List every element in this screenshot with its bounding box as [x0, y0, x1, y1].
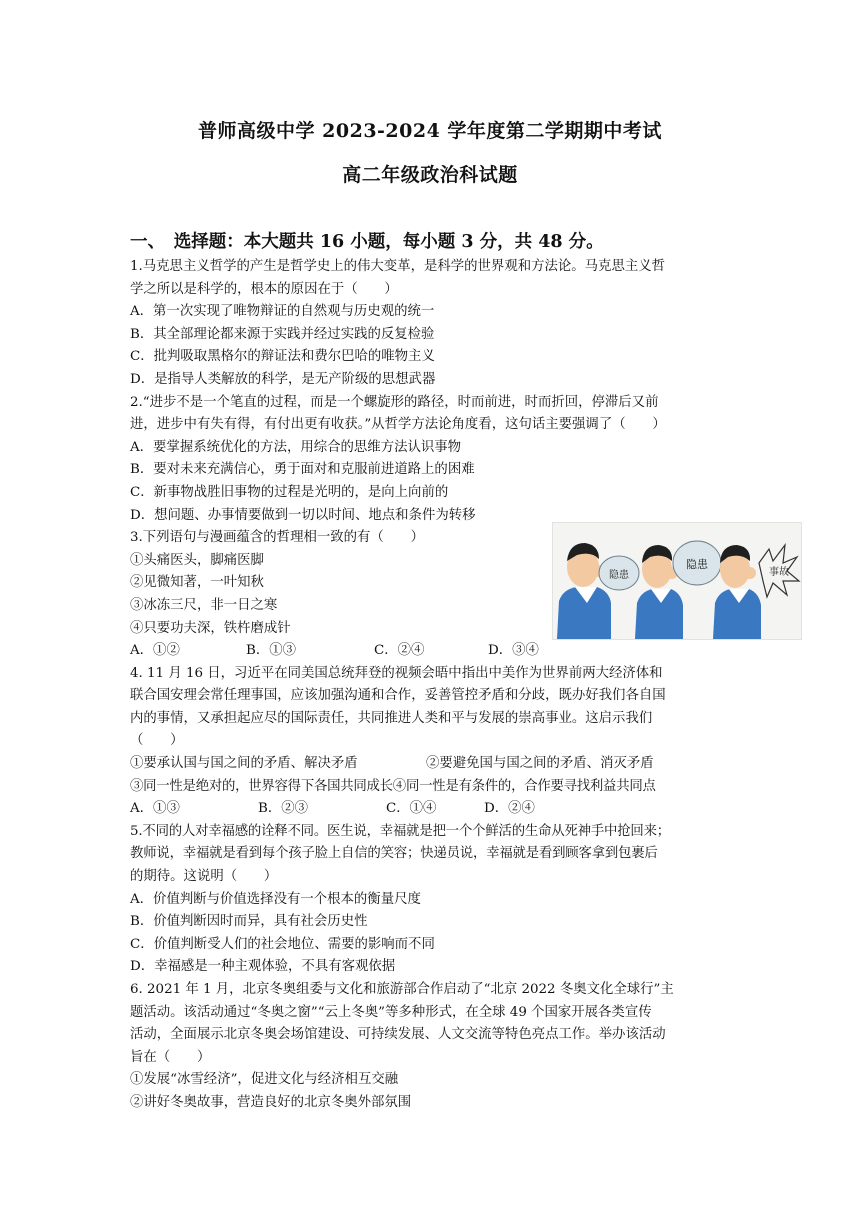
cartoon-illustration: [553, 523, 801, 639]
question-1-option: C．批判吸取黑格尔的辩证法和费尔巴哈的唯物主义: [130, 349, 435, 365]
cartoon-figure-1: [557, 543, 611, 639]
question-5-option: C．价值判断受人们的社会地位、需要的影响而不同: [130, 936, 435, 952]
question-4-stem-line: 4. 11 月 16 日，习近平在同美国总统拜登的视频会晤中指出中美作为世界前两大经济体和: [130, 665, 663, 681]
question-4-item: ③同一性是绝对的，世界容得下各国共同成长④同一性是有条件的，合作要寻找利益共同点: [130, 778, 656, 794]
question-3-item: ③冰冻三尺，非一日之寒: [130, 597, 278, 613]
exam-title: 普师高级中学 2023-2024 学年度第二学期期中考试: [198, 120, 662, 142]
question-1-stem-line: 学之所以是科学的，根本的原因在于（ ）: [130, 281, 398, 297]
question-1-option: A．第一次实现了唯物辩证的自然观与历史观的统一: [130, 304, 435, 320]
cartoon-label-big: 事故: [769, 567, 789, 578]
question-2-option: A．要掌握系统优化的方法，用综合的思维方法认识事物: [130, 439, 462, 455]
question-6-stem-line: 6. 2021 年 1 月，北京冬奥组委与文化和旅游部合作启动了“北京 2022 冬奥文化全球行”主: [130, 982, 674, 997]
question-3-item: ②见微知著，一叶知秋: [130, 575, 264, 591]
question-4-stem-line: 联合国安理会常任理事国，应该加强沟通和合作，妥善管控矛盾和分歧，既办好我们各自国: [130, 688, 666, 704]
question-2-stem-line: 2.“进步不是一个笔直的过程，而是一个螺旋形的路径，时而前进，时而折回，停滞后又前: [130, 394, 659, 410]
question-5-stem-line: 的期待。这说明（ ）: [130, 869, 278, 885]
question-1-stem-line: 1.马克思主义哲学的产生是哲学史上的伟大变革，是科学的世界观和方法论。马克思主义哲: [130, 259, 666, 274]
question-2-stem-line: 进，进步中有失有得，有付出更有收获。”从哲学方法论角度看，这句话主要强调了（ ）: [130, 417, 666, 433]
question-3-choice: D．③④: [488, 643, 539, 659]
question-5-option: D．幸福感是一种主观体验，不具有客观依据: [130, 959, 396, 975]
question-3-choice: B．①③: [246, 643, 297, 659]
exam-subtitle: 高二年级政治科试题: [342, 164, 518, 186]
question-4-choice: C．①④: [386, 801, 437, 817]
question-3-stem: 3.下列语句与漫画蕴含的哲理相一致的有（ ）: [130, 530, 424, 546]
question-6-item: ①发展“冰雪经济”，促进文化与经济相互交融: [130, 1072, 399, 1088]
question-4-item: ②要避免国与国之间的矛盾、消灭矛盾: [426, 756, 654, 772]
question-4-stem-line: 内的事情，又承担起应尽的国际责任，共同推进人类和平与发展的崇高事业。这启示我们: [130, 710, 653, 726]
question-5-stem-line: 5.不同的人对幸福感的诠释不同。医生说，幸福就是把一个个鲜活的生命从死神手中抢回来；: [130, 823, 670, 839]
question-6-stem-line: 活动，全面展示北京冬奥会场馆建设、可持续发展、人文交流等特色亮点工作。举办该活动: [130, 1027, 666, 1043]
question-5-option: A．价值判断与价值选择没有一个根本的衡量尺度: [130, 891, 421, 907]
question-1-option: B．其全部理论都来源于实践并经过实践的反复检验: [130, 326, 435, 342]
question-3-choice: A．①②: [130, 643, 180, 659]
question-4-items-row: [130, 753, 732, 776]
question-4-item: ①要承认国与国之间的矛盾、解决矛盾: [130, 756, 358, 772]
question-4-choice: A．①③: [130, 801, 180, 817]
question-3-item: ④只要功夫深，铁杵磨成针: [130, 620, 291, 636]
question-2-option: D．想问题、办事情要做到一切以时间、地点和条件为转移: [130, 507, 476, 523]
cartoon-bubble-small: [599, 556, 639, 590]
question-6-stem-line: 题活动。该活动通过“冬奥之窗”“云上冬奥”等多种形式，在全球 49 个国家开展各类宣传: [130, 1004, 652, 1020]
cartoon-burst: [759, 545, 799, 597]
question-4-choice: D．②④: [484, 801, 535, 817]
question-4-stem-line: （ ）: [130, 733, 184, 749]
question-6-stem-line: 旨在（ ）: [130, 1049, 211, 1065]
question-3-choices: [130, 640, 732, 663]
section-heading: 一、 选择题：本大题共 16 小题，每小题 3 分，共 48 分。: [130, 232, 604, 252]
question-2-option: B．要对未来充满信心，勇于面对和克服前进道路上的困难: [130, 462, 475, 478]
question-4-choice: B．②③: [258, 801, 309, 817]
question-4-choices: [130, 798, 732, 821]
cartoon-label-mid: 隐患: [686, 558, 708, 571]
question-2-option: C．新事物战胜旧事物的过程是光明的，是向上向前的: [130, 484, 449, 500]
question-list: [130, 256, 732, 1115]
question-3-cartoon: [552, 522, 802, 640]
cartoon-bubble-mid: [673, 541, 721, 585]
question-1-option: D．是指导人类解放的科学，是无产阶级的思想武器: [130, 371, 436, 387]
question-3-item: ①头痛医头，脚痛医脚: [130, 552, 264, 568]
question-5-stem-line: 教师说，幸福就是看到每个孩子脸上自信的笑容；快递员说，幸福就是看到顾客拿到包裹后: [130, 846, 658, 862]
cartoon-label-small: 隐患: [609, 570, 629, 581]
question-6-item: ②讲好冬奥故事，营造良好的北京冬奥外部氛围: [130, 1094, 412, 1110]
question-5-option: B．价值判断因时而异，具有社会历史性: [130, 914, 368, 930]
question-3-choice: C．②④: [374, 643, 425, 659]
